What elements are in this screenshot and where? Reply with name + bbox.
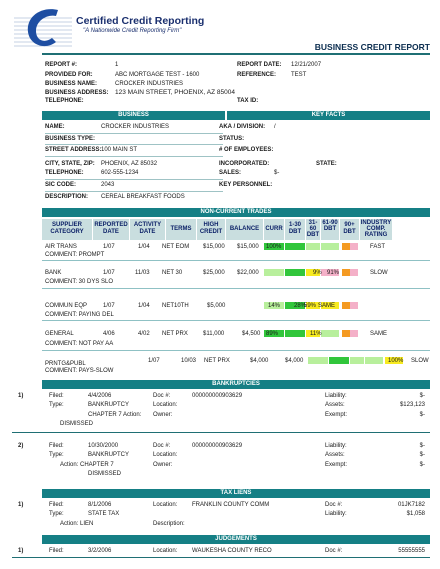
dbt3160-bar (350, 357, 364, 364)
biz-rule-2 (45, 144, 223, 145)
tl-no: 1) (18, 502, 24, 508)
provided-for-label: PROVIDED FOR: (45, 72, 93, 78)
tl-liability-label: Liability: (325, 511, 347, 517)
biz-street-label: STREET ADDRESS: (45, 147, 102, 153)
jd-filed: 3/2/2006 (88, 548, 112, 554)
report-title: BUSINESS CREDIT REPORT (314, 42, 430, 52)
trade-comment: COMMENT: 30 DYS SLO (45, 279, 114, 285)
employees-label: # OF EMPLOYEES: (219, 147, 274, 153)
bk-doc: 000000000903629 (192, 443, 243, 449)
trade-rating: SLOW (370, 270, 388, 276)
report-date: 12/21/2007 (291, 62, 322, 68)
bk-assets: $123,123 (399, 402, 425, 408)
trade-high: $11,000 (203, 331, 225, 337)
bk-filed-label: Filed: (49, 443, 64, 449)
trade-terms: NET EOM (162, 244, 190, 250)
dbt90b-bar (350, 330, 358, 337)
tl-filed: 8/1/2006 (88, 502, 112, 508)
trade-supplier: COMMUN EQP (45, 303, 87, 309)
biz-rule-3 (45, 156, 223, 157)
bk-doc-label: Doc #: (153, 393, 171, 399)
tax-id-label: TAX ID: (237, 98, 259, 104)
biz-desc: CEREAL BREAKFAST FOODS (101, 194, 185, 200)
biz-street: 100 MAIN ST (101, 147, 138, 153)
trade-reported: 1/07 (103, 303, 115, 309)
logo-tagline: "A Nationwide Credit Reporting Firm" (83, 28, 182, 34)
trade-rating: SAME (318, 303, 336, 309)
logo-name: Certified Credit Reporting (76, 15, 205, 27)
trade-rating: SLOW (411, 358, 429, 364)
biz-type-label: BUSINESS TYPE: (45, 136, 96, 142)
trade-pct: 100% (388, 358, 404, 364)
biz-rule-1 (45, 133, 223, 134)
dbt130-bar (329, 357, 349, 364)
trade-supplier: GENERAL (45, 331, 74, 337)
tl-liability: $1,058 (406, 511, 425, 517)
dbt6190-bar (365, 357, 383, 364)
dbt90-bar (342, 243, 350, 250)
trade-reported: 4/06 (103, 331, 115, 337)
business-name-label: BUSINESS NAME: (45, 81, 98, 87)
dbt90-bar (342, 330, 350, 337)
bk-action-label: CHAPTER 7 Action: (88, 412, 142, 418)
bk-filed-label: Filed: (49, 393, 64, 399)
biz-sic: 2043 (101, 182, 115, 188)
trade-supplier: AIR TRANS (45, 244, 77, 250)
bk-owner-label: Owner: (153, 412, 173, 418)
aka: / (274, 124, 276, 130)
bk-exempt-label: Exempt: (325, 462, 348, 468)
tl-doc-label: Doc #: (325, 502, 343, 508)
dbt90-bar (342, 302, 350, 309)
trade-pct2: 28% (294, 303, 307, 309)
trade-activity: 10/03 (181, 358, 197, 364)
trade-comment: COMMENT: PROMPT (45, 252, 105, 258)
bk-exempt-label: Exempt: (325, 412, 348, 418)
biz-desc-label: DESCRIPTION: (45, 194, 89, 200)
bk-type: BANKRUPTCY (88, 452, 130, 458)
bk-type-label: Type: (49, 402, 64, 408)
reference-label: REFERENCE: (237, 72, 277, 78)
bk-type: BANKRUPTCY (88, 402, 130, 408)
tl-action: Action: LIEN (60, 521, 94, 527)
trade-rule-1 (42, 260, 430, 261)
trade-balance: $22,000 (237, 270, 259, 276)
bk-liability: $- (419, 443, 425, 449)
bk-doc-label: Doc #: (153, 443, 171, 449)
business-address-label: BUSINESS ADDRESS: (45, 90, 109, 96)
curr-bar (308, 357, 328, 364)
dbt130-bar (285, 243, 305, 250)
trade-terms: NET 30 (162, 270, 183, 276)
trade-terms: NET PRX (162, 331, 188, 337)
biz-rule-5 (45, 191, 223, 192)
dbt6190-bar (321, 243, 339, 250)
trade-pct: 14% (268, 303, 281, 309)
bk-filed: 4/4/2006 (88, 393, 112, 399)
trade-curr-pct: 100% (266, 244, 282, 250)
bk-liability: $- (419, 393, 425, 399)
reference: TEST (291, 72, 307, 78)
col-rating: INDUSTRY COMP. RATING (360, 220, 392, 238)
jd-no: 1) (18, 548, 24, 554)
trade-activity: 4/02 (138, 331, 150, 337)
dbt90-bar (342, 269, 350, 276)
trade-balance: $15,000 (237, 244, 259, 250)
biz-phone: 602-555-1234 (101, 170, 139, 176)
trade-high: $25,000 (203, 270, 225, 276)
report-no: 1 (115, 62, 119, 68)
trade-rating: SAME (370, 331, 388, 337)
bk-owner-label: Owner: (153, 462, 173, 468)
trade-high: $5,000 (207, 303, 226, 309)
provided-for: ABC MORTGAGE TEST - 1600 (115, 72, 200, 78)
bk-action: DISMISSED (88, 471, 122, 477)
bk-action-label: Action: CHAPTER 7 (60, 462, 114, 468)
business-name: CROCKER INDUSTRIES (115, 81, 184, 87)
jd-rule (12, 557, 430, 558)
trade-terms: NET10TH (162, 303, 189, 309)
trade-balance: $4,500 (242, 331, 261, 337)
col-61-90: 61-90 DBT (321, 219, 339, 240)
bk-no: 2) (18, 443, 24, 449)
bk-location-label: Location: (153, 452, 178, 458)
jd-location: WAUKESHA COUNTY RECO (192, 548, 272, 554)
trade-pct3: 59% (304, 303, 317, 309)
jd-doc: 55555555 (398, 548, 425, 554)
bk-assets-label: Assets: (325, 452, 345, 458)
sales-label: SALES: (219, 170, 242, 176)
tl-doc: 01JK7182 (397, 502, 425, 508)
trade-comment: COMMENT: PAYING DEL (45, 312, 114, 318)
dbt90b-bar (350, 269, 358, 276)
col-high: HIGH CREDIT (197, 219, 225, 240)
bk-no: 1) (18, 393, 24, 399)
tl-location-label: Location: (153, 502, 178, 508)
trade-balance: $4,000 (285, 358, 304, 364)
status-label: STATUS: (219, 136, 245, 142)
dbt90b-bar (350, 302, 358, 309)
dbt130-bar (285, 330, 305, 337)
tl-type-label: Type: (49, 511, 64, 517)
trade-comment: COMMENT: PAYS-SLOW (45, 368, 114, 374)
dbt3160-bar (306, 243, 320, 250)
jd-doc-label: Doc #: (325, 548, 343, 554)
trade-pct2: 91% (327, 270, 340, 276)
col-balance: BALANCE (226, 219, 263, 240)
col-terms: TERMS (166, 219, 196, 240)
biz-city: PHOENIX, AZ 85032 (101, 161, 158, 167)
trade-high: $4,000 (250, 358, 269, 364)
trade-activity: 11/03 (135, 270, 150, 276)
dbt130-bar (285, 269, 305, 276)
trade-reported: 1/07 (148, 358, 160, 364)
report-date-label: REPORT DATE: (237, 62, 282, 68)
aka-label: AKA / DIVISION: (219, 124, 266, 130)
bk-liability-label: Liability: (325, 443, 347, 449)
trades-section-header: NON-CURRENT TRADES (42, 208, 430, 217)
biz-sic-label: SIC CODE: (45, 182, 77, 188)
bk-location-label: Location: (153, 402, 178, 408)
bk-rule (12, 432, 430, 433)
trade-rule-2 (42, 288, 430, 289)
bk-assets: $- (419, 452, 425, 458)
trade-rating: FAST (370, 244, 386, 250)
business-section-header: BUSINESS (42, 111, 225, 120)
trade-reported: 1/07 (103, 270, 115, 276)
bk-exempt: $- (419, 462, 425, 468)
jd-filed-label: Filed: (49, 548, 64, 554)
tl-description-label: Description: (153, 521, 185, 527)
biz-city-label: CITY, STATE, ZIP: (45, 161, 95, 167)
curr-bar (264, 269, 284, 276)
logo-mark-icon (12, 4, 74, 54)
col-90: 90+ DBT (340, 219, 359, 240)
bk-action: DISMISSED (60, 421, 94, 427)
business-address: 123 MAIN STREET, PHOENIX, AZ 85004 (115, 89, 235, 96)
biz-name: CROCKER INDUSTRIES (101, 124, 170, 130)
col-1-30: 1-30 DBT (285, 219, 305, 240)
bk-filed: 10/30/2000 (88, 443, 119, 449)
col-reported: REPORTED DATE (93, 219, 129, 240)
trade-comment: COMMENT: NOT PAY AA (45, 341, 114, 347)
sales: $- (274, 170, 280, 176)
key-personnel-label: KEY PERSONNEL: (219, 182, 273, 188)
bk-liability-label: Liability: (325, 393, 347, 399)
col-curr: CURR (264, 219, 284, 240)
tax-liens-section-header: TAX LIENS (42, 489, 430, 498)
trade-reported: 1/07 (103, 244, 115, 250)
dbt90b-bar (350, 243, 358, 250)
bk-assets-label: Assets: (325, 402, 345, 408)
trade-pct: 9% (313, 270, 322, 276)
report-no-label: REPORT #: (45, 62, 78, 68)
dbt6190-bar (321, 330, 339, 337)
title-rule (42, 53, 430, 55)
trade-pct: 89% (266, 331, 279, 337)
state-label: STATE: (316, 161, 337, 167)
trade-supplier: BANK (45, 270, 62, 276)
key-facts-section-header: KEY FACTS (227, 111, 430, 120)
trade-rule-3 (42, 320, 430, 321)
col-activity: ACTIVITY DATE (130, 219, 165, 240)
tl-location: FRANKLIN COUNTY COMM (192, 502, 270, 508)
judgements-section-header: JUDGEMENTS (42, 535, 430, 544)
bankruptcies-section-header: BANKRUPTCIES (42, 380, 430, 389)
jd-location-label: Location: (153, 548, 178, 554)
bk-exempt: $- (419, 412, 425, 418)
biz-phone-label: TELEPHONE: (45, 170, 84, 176)
tl-filed-label: Filed: (49, 502, 64, 508)
trade-activity: 1/04 (138, 244, 150, 250)
trade-activity: 1/04 (138, 303, 150, 309)
tl-type: STATE TAX (88, 511, 120, 517)
trade-supplier: PRNTG&PUBL (45, 361, 86, 367)
trade-high: $15,000 (203, 244, 225, 250)
trade-terms: NET PRX (204, 358, 230, 364)
telephone-label: TELEPHONE: (45, 98, 84, 104)
col-supplier: SUPPLIER CATEGORY (42, 219, 92, 240)
biz-rule-4 (45, 179, 223, 180)
bk-type-label: Type: (49, 452, 64, 458)
trade-rule-4 (42, 350, 430, 351)
bk-doc: 000000000903629 (192, 393, 243, 399)
trade-pct2: 11% (310, 331, 322, 337)
biz-name-label: NAME: (45, 124, 65, 130)
incorporated-label: INCORPORATED: (219, 161, 270, 167)
col-31-60: 31-60 DBT (306, 220, 320, 238)
